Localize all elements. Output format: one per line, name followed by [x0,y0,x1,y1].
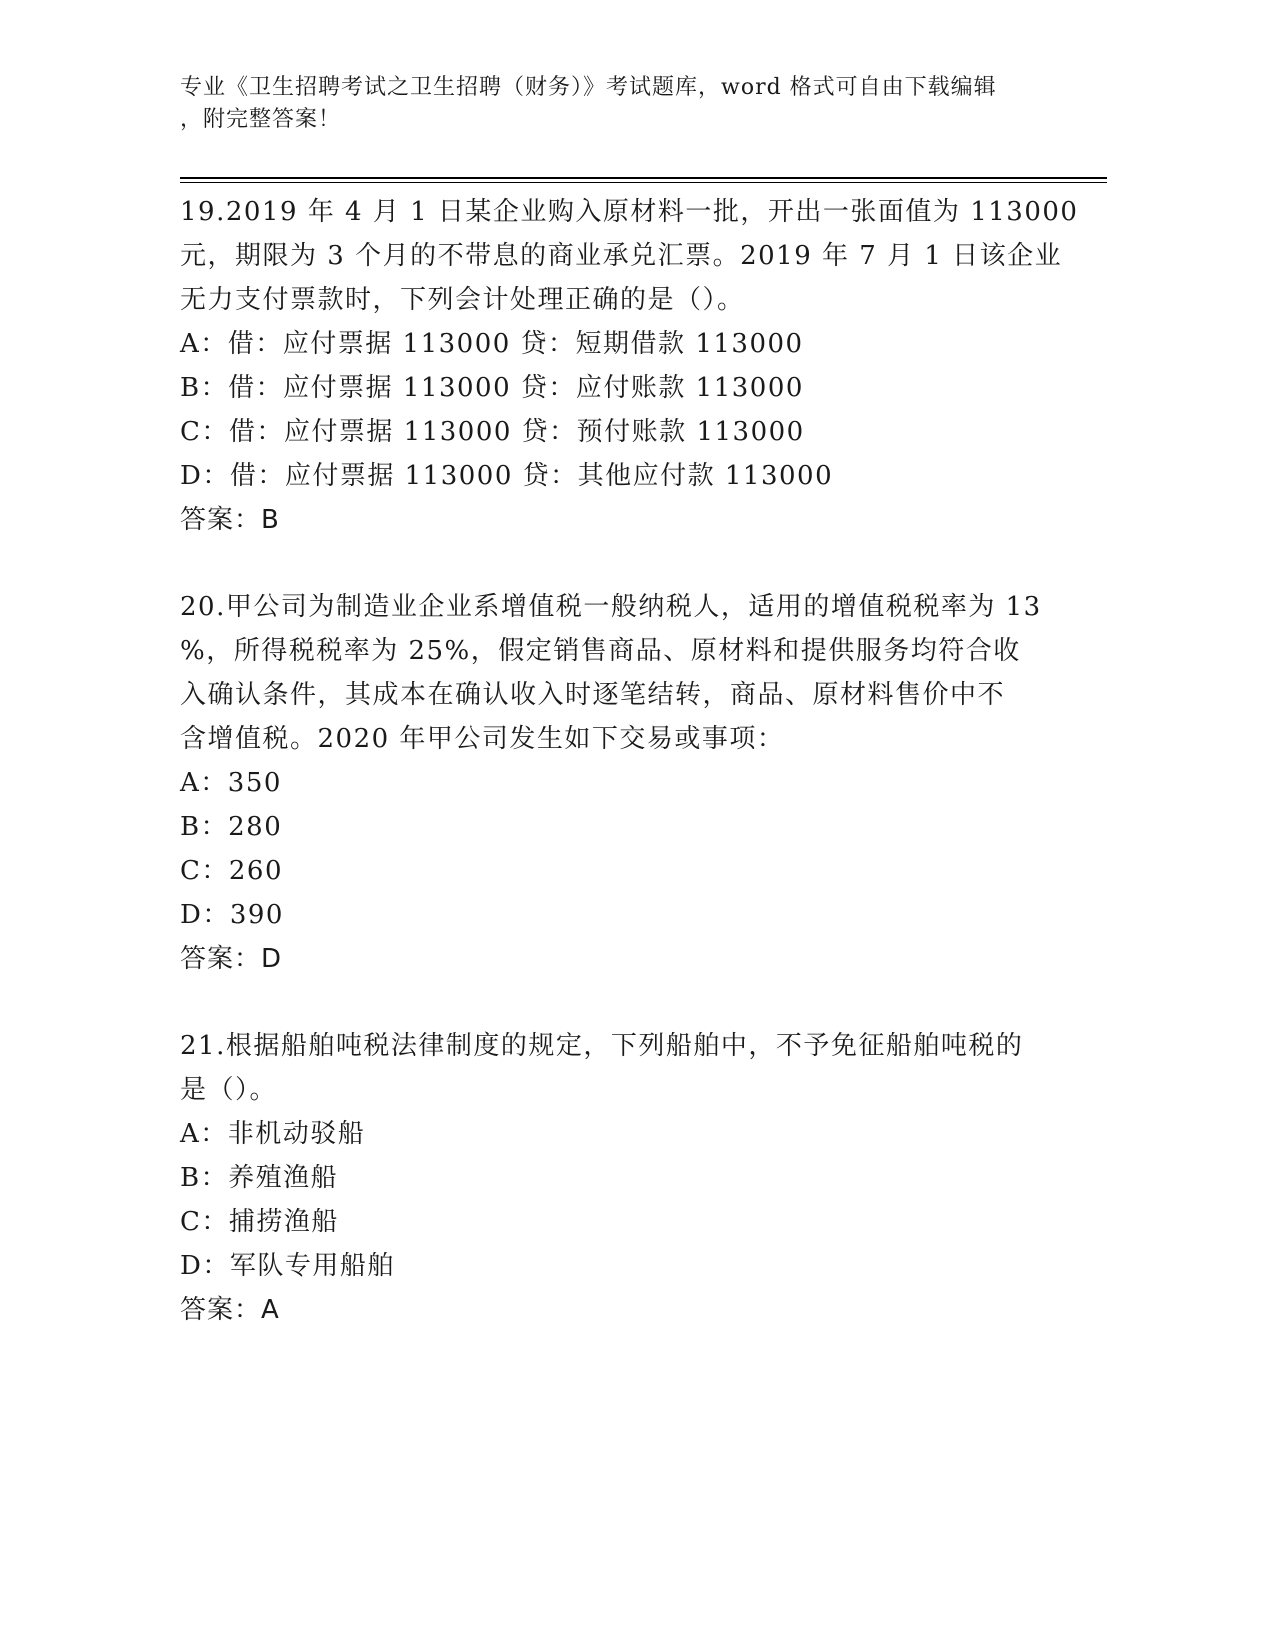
question-stem-line: 无力支付票款时，下列会计处理正确的是（）。 [180,285,745,315]
header-divider-thin [180,182,1107,183]
answer-label: 答案：A [180,1295,280,1325]
option-a: A：非机动驳船 [180,1119,366,1149]
question-stem-line: 元，期限为 3 个月的不带息的商业承兑汇票。2019 年 7 月 1 日该企业 [180,241,1063,271]
question-spacer [180,542,1080,585]
option-d: D：390 [180,900,284,930]
question-stem-line: 入确认条件，其成本在确认收入时逐笔结转，商品、原材料售价中不 [180,680,1006,710]
header-line-2: ，附完整答案！ [180,107,342,132]
option-a: A：350 [180,768,282,798]
option-c: C：捕捞渔船 [180,1207,339,1237]
question-stem-line: 19.2019 年 4 月 1 日某企业购入原材料一批，开出一张面值为 113000 [180,197,1079,227]
option-c: C：260 [180,856,284,886]
question-spacer [180,981,1080,1024]
option-c: C：借：应付票据 113000 贷：预付账款 113000 [180,417,805,447]
option-b: B：借：应付票据 113000 贷：应付账款 113000 [180,373,804,403]
answer-label: 答案：D [180,944,283,974]
question-21 [180,1024,1080,1332]
option-b: B：养殖渔船 [180,1163,339,1193]
question-stem-line: %，所得税税率为 25%，假定销售商品、原材料和提供服务均符合收 [180,636,1021,666]
option-b: B：280 [180,812,283,842]
header-divider-thick [180,177,1107,179]
question-20 [180,585,1080,981]
question-list [180,190,1080,1332]
question-19 [180,190,1080,542]
answer-label: 答案：B [180,505,280,535]
option-d: D：军队专用船舶 [180,1251,395,1281]
option-a: A：借：应付票据 113000 贷：短期借款 113000 [180,329,804,359]
question-stem-line: 含增值税。2020 年甲公司发生如下交易或事项： [180,724,785,754]
header-line-1: 专业《卫生招聘考试之卫生招聘（财务）》考试题库，word 格式可自由下载编辑 [180,75,997,100]
question-stem-line: 21.根据船舶吨税法律制度的规定，下列船舶中，不予免征船舶吨税的 [180,1031,1024,1061]
question-stem-line: 是（）。 [180,1075,278,1105]
question-stem-line: 20.甲公司为制造业企业系增值税一般纳税人，适用的增值税税率为 13 [180,592,1042,622]
option-d: D：借：应付票据 113000 贷：其他应付款 113000 [180,461,834,491]
document-header [180,72,1060,136]
